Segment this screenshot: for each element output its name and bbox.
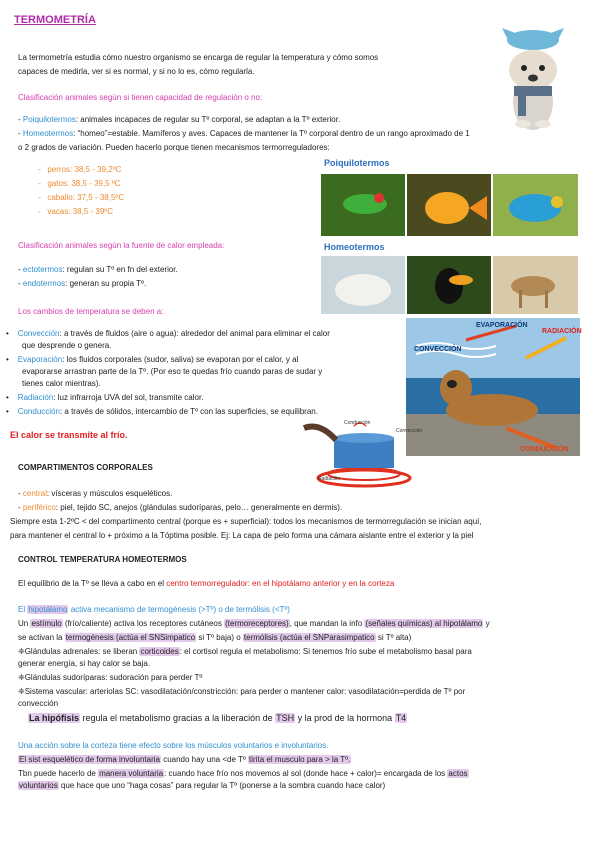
sistema-vascular-line: ❈Sistema vascular: arteriolas SC: vasodilatación/constricción: para perder o mantener calor: vasodilatación=perdida de Tº por	[18, 687, 466, 696]
homeotermos-term: Homeotermos	[22, 129, 74, 138]
evaporacion-item: • Evaporación: los fluidos corporales (sudor, saliva) se evaporan por el calor, y al	[6, 355, 299, 364]
evaporacion-def-2: evaporarse arrastran parte de la Tº. (Por eso te quedas frío cuando paras de sudar y	[22, 367, 323, 376]
corteza-line-1: El sist esquelético de forma involuntaria cuando hay una <de Tº tirita el musculo para > la Tº.	[19, 755, 351, 764]
calor-frio-statement: El calor se transmite al frío.	[10, 430, 128, 440]
conduccion-term: Conducción	[17, 407, 60, 416]
temp-caballo: - caballo: 37,5 - 38,5ºC	[38, 193, 125, 202]
intro-line-1: La termometría estudia cómo nuestro organismo se encarga de regular la temperatura y cómo somos	[18, 53, 379, 62]
poiquilotermos-term: Poiquilotermos	[22, 115, 76, 124]
radiacion-term: Radiación	[17, 393, 54, 402]
evaporacion-term: Evaporación	[17, 355, 63, 364]
conveccion-def: : a través de fluidos (aire o agua): alrededor del animal para eliminar el calor	[59, 329, 330, 338]
evaporacion-def: : los fluidos corporales (sudor, saliva) se evaporan por el calor, y al	[62, 355, 299, 364]
heat-transfer-dog-image	[406, 318, 580, 456]
equilibrio-line: El equilibrio de la Tº se lleva a cabo en el centro termorregulador: en el hipotálamo anterior y en la corteza	[18, 579, 395, 588]
homeotermos-def: : “homeo”=estable. Mamíferos y aves. Capaces de mantener la Tº corporal dentro de un rango aproximado de 1	[73, 129, 470, 138]
ectotermos-item: - ectotermos: regulan su Tº en fn del exterior.	[18, 265, 178, 274]
classif-fuente-heading: Clasificación animales según la fuente de calor empleada:	[18, 241, 225, 250]
dog-ice-bag-image	[488, 22, 578, 130]
poiquilotermos-image	[321, 174, 578, 236]
conduccion-def: : a través de sólidos, intercambio de Tº con las superficies, se equilibran.	[59, 407, 318, 416]
poiquilotermos-label: Poiquilotermos	[324, 158, 390, 168]
central-term: central	[22, 489, 47, 498]
poiquilotermos-item: - Poiquilotermos: animales incapaces de regular su Tº corporal, se adaptan a la Tº exterior.	[18, 115, 341, 124]
glandulas-adrenales-line: ❈Glándulas adrenales: se liberan corticoides: el cortisol regula el metabolismo: Si tenemos frío sube el metabolismo basal para	[18, 647, 472, 656]
classif-reg-heading: Clasificación animales según si tienen capacidad de regulación o no:	[18, 93, 263, 102]
pot-label-radiacion: Radiación	[318, 476, 341, 482]
hipotalamo-line: El hipotálamo activa mecanismo de termogénesis (>Tº) o de termólisis (<Tº)	[18, 605, 290, 614]
corteza-line-2: Tbn puede hacerlo de manera voluntaria: cuando hace frío nos movemos al sol (donde hace + calor)= encargada de los actos	[18, 769, 468, 778]
temp-gatos: - gatos: 38,5 - 39,5 ºC	[38, 179, 121, 188]
conduccion-item: • Conducción: a través de sólidos, intercambio de Tº con las superficies, se equilibran.	[6, 407, 318, 416]
central-item: - central: vísceras y músculos esqueléticos.	[18, 489, 173, 498]
sistema-vascular-line-2: convección	[18, 699, 59, 708]
control-heading: CONTROL TEMPERATURA HOMEOTERMOS	[18, 555, 187, 564]
endotermos-term: endotermos	[22, 279, 66, 288]
evaporacion-fig-label: EVAPORACIÓN	[476, 322, 528, 329]
conduccion-fig-label: CONDUCCIÓN	[520, 446, 569, 453]
homeotermos-def-2: o 2 grados de variación. Pueden hacerlo porque tienen mecanismos termorreguladores:	[18, 143, 330, 152]
conveccion-fig-label: CONVECCIÓN	[414, 346, 462, 353]
corteza-heading: Una acción sobre la corteza tiene efecto sobre los músculos voluntarios e involuntarios.	[18, 741, 329, 750]
ectotermos-def: : regulan su Tº en fn del exterior.	[62, 265, 178, 274]
radiacion-item: • Radiación: luz infrarroja UVA del sol, transmite calor.	[6, 393, 204, 402]
periferico-def: : piel, tejido SC, anejos (glándulas sudoríparas, pelo… generalmente en dermis).	[55, 503, 343, 512]
glandulas-adrenales-line-2: generar energía, si hay calor se baja.	[18, 659, 151, 668]
page-title: TERMOMETRÍA	[14, 14, 96, 26]
estimulo-line: Un estímulo (frío/caliente) activa los receptores cutáneos (termoreceptores), que mandan la info (señales químicas) al hipotálamo y	[18, 619, 490, 628]
radiacion-fig-label: RADIACIÓN	[542, 328, 582, 335]
temp-vacas: - vacas: 38,5 - 39ºC	[38, 207, 113, 216]
centro-termorregulador: centro termorregulador: en el hipotálamo anterior y en la corteza	[166, 579, 395, 588]
termogenesis-line: se activan la termogénesis (actúa el SNSimpatico si Tº baja) o termólisis (actúa el SNParasimpatico si Tº alta)	[18, 633, 412, 642]
compartimentos-line-1: Siempre esta 1-2ºC < del compartimento central (porque es + superficial): todos los mecanismos de termorregulación se inician aquí,	[10, 517, 482, 526]
temp-perros: - perros: 38,5 - 39,2ºC	[38, 165, 122, 174]
endotermos-def: : generan su propia Tº.	[65, 279, 147, 288]
homeotermos-item: - Homeotermos: “homeo”=estable. Mamíferos y aves. Capaces de mantener la Tº corporal dentro de un rango aproximado de 1	[18, 129, 470, 138]
compartimentos-heading: COMPARTIMENTOS CORPORALES	[18, 463, 153, 472]
ectotermos-term: ectotermos	[22, 265, 63, 274]
endotermos-item: - endotermos: generan su propia Tº.	[18, 279, 147, 288]
hipofisis-line: La hipófisis regula el metabolismo gracias a la liberación de TSH y la prod de la hormona T4	[29, 713, 407, 723]
corteza-line-3: voluntarios que hace que uno “haga cosas” para regular la Tº (ponerse a la sombra cuando hace calor)	[19, 781, 386, 790]
poiquilotermos-def: : animales incapaces de regular su Tº corporal, se adaptan a la Tº exterior.	[75, 115, 341, 124]
homeotermos-label: Homeotermos	[324, 242, 385, 252]
glandulas-sudoriparas-line: ❈Glándulas sudoríparas: sudoración para perder Tº	[18, 673, 203, 682]
compartimentos-line-2: para mantener el central lo + próximo a la Tóptima posible. Ej: La capa de pelo forma una cámara aislante entre el exterior y la piel	[10, 531, 474, 540]
conveccion-term: Convección	[17, 329, 60, 338]
cambios-heading: Los cambios de temperatura se deben a:	[18, 307, 164, 316]
periferico-term: periférico	[22, 503, 56, 512]
conveccion-item: • Convección: a través de fluidos (aire o agua): alrededor del animal para eliminar el calor	[6, 329, 330, 338]
periferico-item: - periférico: piel, tejido SC, anejos (glándulas sudoríparas, pelo… generalmente en dermis).	[18, 503, 343, 512]
radiacion-def: : luz infrarroja UVA del sol, transmite calor.	[53, 393, 204, 402]
pot-label-conduccion: Conducción	[344, 420, 371, 426]
homeotermos-image	[321, 256, 578, 314]
central-def: : vísceras y músculos esqueléticos.	[46, 489, 173, 498]
conveccion-def-2: que desprende o genera.	[22, 341, 112, 350]
intro-line-2: capaces de medirla, ver si es normal, y si no lo es, cómo regularla.	[18, 67, 255, 76]
evaporacion-def-3: tienes calor mientras).	[22, 379, 101, 388]
pot-label-conveccion: Convección	[396, 428, 423, 434]
